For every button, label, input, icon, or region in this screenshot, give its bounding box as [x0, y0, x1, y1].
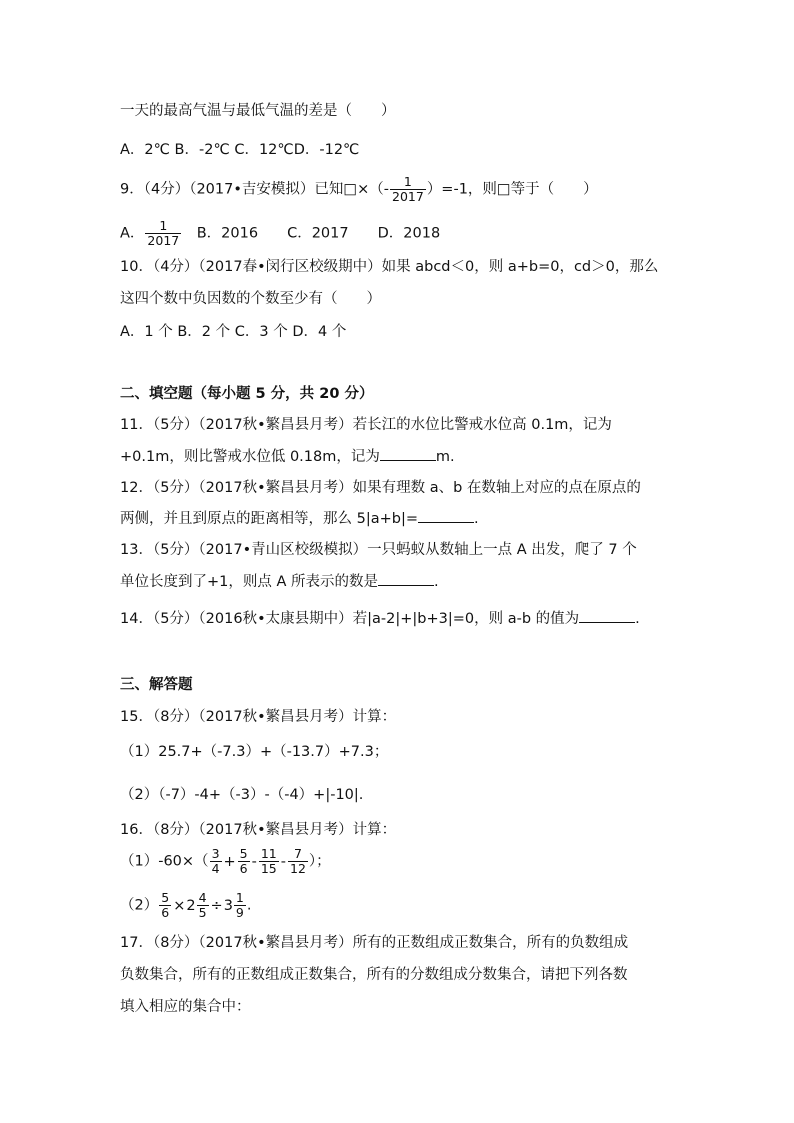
- q16-p1-frac-3: [259, 847, 279, 876]
- frac-num: 5: [239, 846, 248, 861]
- q9-frac-num: 1: [403, 174, 412, 189]
- frac-den: 5: [198, 905, 207, 920]
- q12-answer-blank: [418, 508, 474, 523]
- mixed-whole: 2: [186, 897, 196, 914]
- q13-line2-prefix: 单位长度到了+1，则点 A 所表示的数是: [120, 574, 379, 590]
- section-2-title: 二、填空题（每小题 5 分，共 20 分）: [120, 386, 374, 402]
- q17-line3: 填入相应的集合中：: [120, 999, 251, 1015]
- q17-line2: 负数集合，所有的正数组成正数集合，所有的分数组成分数集合，请把下列各数: [120, 967, 628, 983]
- q11-line2-prefix: +0.1m，则比警戒水位低 0.18m，记为: [120, 449, 380, 465]
- frac-num: 3: [211, 846, 220, 861]
- q9-fraction: [390, 175, 426, 204]
- frac-den: 6: [239, 861, 248, 876]
- q13-line2: [120, 571, 439, 593]
- q15-part2: （2）（-7）-4+（-3）-（-4）+|-10|.: [120, 787, 364, 803]
- frac-den: 4: [211, 861, 220, 876]
- operator: ×: [173, 897, 186, 914]
- q16-part1-prefix: （1）-60×（: [120, 853, 209, 870]
- q15-part1: （1）25.7+（-7.3）+（-13.7）+7.3；: [120, 744, 389, 760]
- frac-num: 5: [161, 890, 170, 905]
- frac-num: 11: [260, 846, 277, 861]
- frac-num: 1: [235, 890, 244, 905]
- q9-opt-a-fraction: [145, 219, 181, 248]
- operator: +: [223, 853, 236, 870]
- q11-line2-suffix: m.: [435, 449, 455, 465]
- q11-line2: [120, 446, 455, 468]
- q16-part2-suffix: .: [246, 897, 252, 914]
- operator: -: [280, 853, 286, 870]
- q14-suffix: .: [635, 611, 640, 627]
- q16-p1-frac-1: [210, 847, 222, 876]
- frac-den: 9: [235, 905, 244, 920]
- q16-p2-mixed-2: [224, 891, 247, 920]
- q11-answer-blank: [380, 446, 436, 461]
- q10-line2: 这四个数中负因数的个数至少有（ ）: [120, 291, 381, 307]
- q16-stem: 16．（8分）（2017秋•繁昌县月考）计算：: [120, 822, 397, 838]
- q12-line2-suffix: .: [474, 511, 479, 527]
- q16-part2: [120, 891, 251, 920]
- q13-line2-suffix: .: [434, 574, 439, 590]
- q17-line1: 17．（8分）（2017秋•繁昌县月考）所有的正数组成正数集合，所有的负数组成: [120, 935, 629, 951]
- q16-part2-prefix: （2）: [120, 897, 159, 914]
- q9-suffix: ）=-1，则□等于（ ）: [426, 181, 598, 198]
- q12-line2: [120, 508, 479, 530]
- q12-line1: 12．（5分）（2017秋•繁昌县月考）如果有理数 a、b 在数轴上对应的点在原点的: [120, 480, 641, 496]
- frac-num: 4: [198, 890, 207, 905]
- mixed-whole: 3: [223, 897, 233, 914]
- q9-opt-a-den: 2017: [147, 233, 180, 248]
- frac-den: 15: [260, 861, 277, 876]
- q16-p1-frac-4: [288, 847, 308, 876]
- q13-line1: 13．（5分）（2017•青山区校级模拟）一只蚂蚁从数轴上一点 A 出发，爬了 7 个: [120, 542, 637, 558]
- operator: ÷: [210, 897, 223, 914]
- q11-line1: 11．（5分）（2017秋•繁昌县月考）若长江的水位比警戒水位高 0.1m，记为: [120, 417, 612, 433]
- q9-frac-den: 2017: [392, 189, 424, 204]
- q16-p1-frac-2: [238, 847, 250, 876]
- frac-den: 6: [161, 905, 170, 920]
- q16-part1-suffix: ）；: [308, 853, 331, 870]
- q9-opt-rest: B．2016 C．2017 D．2018: [182, 225, 441, 242]
- q15-stem: 15．（8分）（2017秋•繁昌县月考）计算：: [120, 709, 397, 725]
- q14-prefix: 14．（5分）（2016秋•太康县期中）若|a-2|+|b+3|=0，则 a-b 的值为: [120, 611, 580, 627]
- q16-p2-mixed-1: [186, 891, 209, 920]
- q9-prefix: 9．（4分）（2017•吉安模拟）已知□×（-: [120, 181, 389, 198]
- q9-options: [120, 219, 440, 248]
- q12-line2-prefix: 两侧，并且到原点的距离相等，那么 5|a+b|=: [120, 511, 418, 527]
- q8-options: A．2℃ B．-2℃ C．12℃D．-12℃: [120, 142, 360, 158]
- section-3-title: 三、解答题: [120, 677, 193, 693]
- q16-p2-frac-1: [159, 891, 171, 920]
- operator: -: [251, 853, 257, 870]
- q13-answer-blank: [378, 571, 434, 586]
- q9-opt-a-num: 1: [159, 218, 168, 233]
- q9-opt-a-prefix: A．: [120, 225, 145, 242]
- q10-options: A．1 个 B．2 个 C．3 个 D．4 个: [120, 324, 347, 340]
- q9-stem: [120, 175, 598, 204]
- q16-part1: [120, 847, 331, 876]
- q14-line: [120, 608, 640, 630]
- q10-line1: 10．（4分）（2017春•闵行区校级期中）如果 abcd＜0，则 a+b=0，cd＞0，那么: [120, 259, 659, 275]
- q8-stem-tail: 一天的最高气温与最低气温的差是（ ）: [120, 103, 396, 119]
- q14-answer-blank: [579, 608, 635, 623]
- frac-num: 7: [293, 846, 302, 861]
- frac-den: 12: [290, 861, 306, 876]
